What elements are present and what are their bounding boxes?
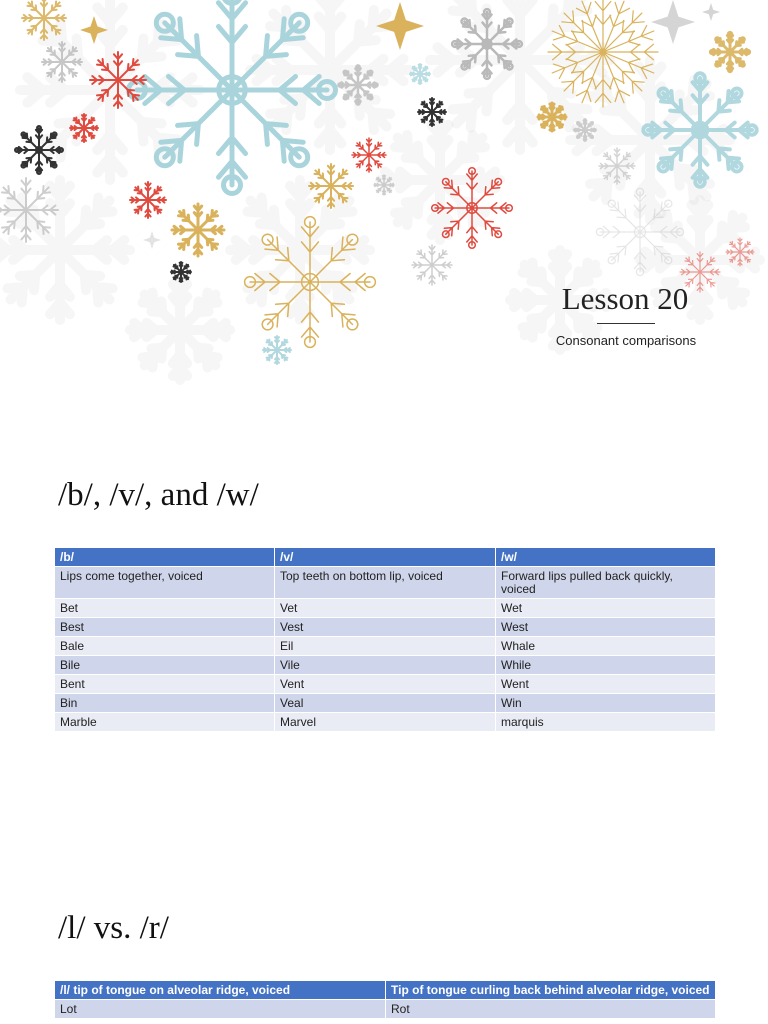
table-cell: Marvel xyxy=(275,713,496,732)
table-cell: Wet xyxy=(496,599,716,618)
snowflake-icon xyxy=(410,64,430,84)
lr-comparison-table xyxy=(54,980,716,1019)
snowflake-icon xyxy=(538,103,566,131)
snowflake-icon xyxy=(245,217,376,348)
table-cell: Forward lips pulled back quickly, voiced xyxy=(496,567,716,599)
snowflake-icon xyxy=(596,188,683,275)
snowflake-icon xyxy=(574,119,596,141)
table-cell: Lips come together, voiced xyxy=(55,567,275,599)
table-cell: Vest xyxy=(275,618,496,637)
header-cell: /b/ xyxy=(55,548,275,567)
bvw-comparison-table xyxy=(54,547,716,732)
snowflake-icon xyxy=(0,180,130,320)
snowflake-icon xyxy=(130,182,166,218)
snowflake-icon xyxy=(726,238,754,266)
lesson-subtitle: Consonant comparisons xyxy=(555,333,697,348)
table-header-row xyxy=(55,548,716,567)
snowflake-icon xyxy=(380,120,500,240)
table-row xyxy=(55,675,716,694)
title-underline xyxy=(597,323,655,324)
star-icon xyxy=(143,231,161,249)
snowflake-icon xyxy=(309,164,353,208)
table-cell: Vet xyxy=(275,599,496,618)
table-cell: While xyxy=(496,656,716,675)
table-cell: Top teeth on bottom lip, voiced xyxy=(275,567,496,599)
table-header-row xyxy=(55,981,716,1000)
section-heading-bvw: /b/, /v/, and /w/ xyxy=(58,477,259,513)
table-cell: West xyxy=(496,618,716,637)
header-cell: /v/ xyxy=(275,548,496,567)
table-row xyxy=(55,567,716,599)
snowflake-decoration xyxy=(0,0,768,430)
table-cell: marquis xyxy=(496,713,716,732)
snowflake-icon xyxy=(172,204,224,256)
section-heading-lr: /l/ vs. /r/ xyxy=(58,910,169,946)
table-row xyxy=(55,599,716,618)
table-row xyxy=(55,694,716,713)
snowflake-icon xyxy=(338,65,377,104)
table-cell: Lot xyxy=(55,1000,386,1019)
snowflake-icon xyxy=(130,280,230,380)
snowflake-icon xyxy=(352,138,386,172)
table-cell: Eil xyxy=(275,637,496,656)
table-cell: Whale xyxy=(496,637,716,656)
snowflake-icon xyxy=(70,114,98,142)
snowflake-icon xyxy=(710,32,749,71)
snowflake-icon xyxy=(412,245,452,285)
snowflake-icon xyxy=(643,73,756,186)
snowflake-icon xyxy=(599,148,635,184)
snowflake-icon xyxy=(250,0,410,150)
table-cell: Veal xyxy=(275,694,496,713)
table-row xyxy=(55,656,716,675)
snowflake-icon xyxy=(432,168,513,249)
table-cell: Went xyxy=(496,675,716,694)
star-icon xyxy=(702,3,720,21)
table-row xyxy=(55,637,716,656)
table-cell: Rot xyxy=(386,1000,716,1019)
snowflake-icon xyxy=(452,9,522,79)
table-cell: Best xyxy=(55,618,275,637)
header-cell: /w/ xyxy=(496,548,716,567)
table-row xyxy=(55,1000,716,1019)
table-cell: Bin xyxy=(55,694,275,713)
table-cell: Marble xyxy=(55,713,275,732)
snowflake-icon xyxy=(171,262,191,282)
snowflake-icon xyxy=(374,175,394,195)
table-cell: Vile xyxy=(275,656,496,675)
snowflake-icon xyxy=(90,52,146,108)
table-cell: Bent xyxy=(55,675,275,694)
lesson-title: Lesson 20 xyxy=(561,281,689,316)
table-cell: Win xyxy=(496,694,716,713)
table-row xyxy=(55,618,716,637)
table-cell: Bile xyxy=(55,656,275,675)
snowflake-icon xyxy=(15,126,63,174)
table-cell: Bale xyxy=(55,637,275,656)
star-icon xyxy=(376,2,424,50)
title-slide xyxy=(0,0,768,430)
star-icon xyxy=(651,0,695,44)
header-cell: Tip of tongue curling back behind alveolar ridge, voiced xyxy=(386,981,716,1000)
snowflake-icon xyxy=(0,178,58,242)
table-cell: Bet xyxy=(55,599,275,618)
snowflake-icon xyxy=(418,98,446,126)
header-cell: /l/ tip of tongue on alveolar ridge, voiced xyxy=(55,981,386,1000)
table-row xyxy=(55,713,716,732)
snowflake-icon xyxy=(263,336,291,364)
table-cell: Vent xyxy=(275,675,496,694)
snowflake-icon xyxy=(42,42,82,82)
